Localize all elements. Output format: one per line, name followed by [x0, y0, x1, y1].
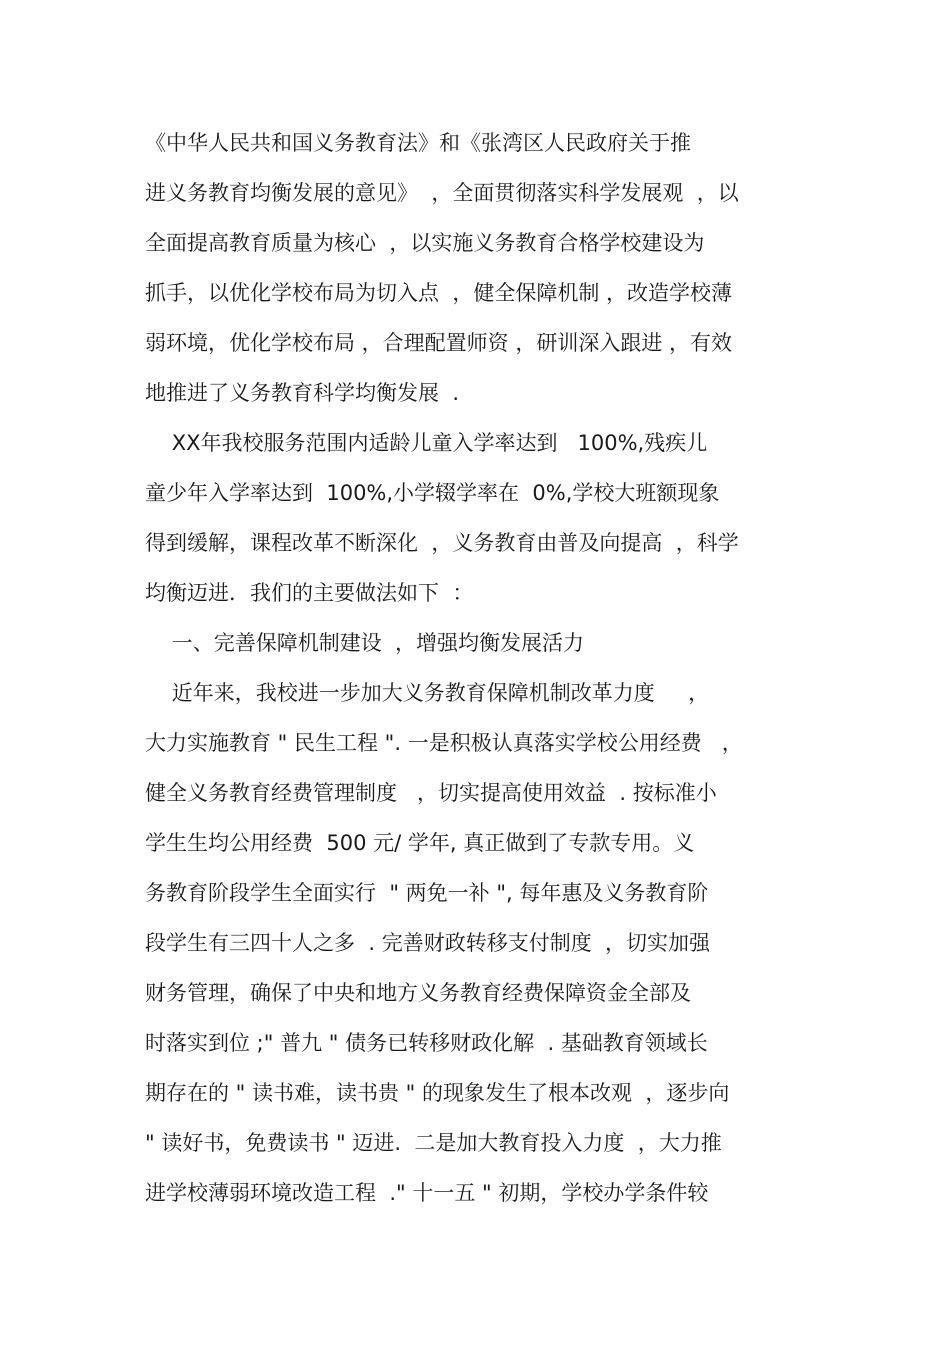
text-line: 财务管理，确保了中央和地方义务教育经费保障资金全部及 — [145, 981, 691, 1005]
text-line: 务教育阶段学生全面实行 " 两免一补 ", 每年惠及义务教育阶 — [145, 881, 709, 905]
text-line: 进义务教育均衡发展的意见》 ，全面贯彻落实科学发展观 ，以 — [145, 181, 739, 205]
text-line: 近年来，我校进一步加大义务教育保障机制改革力度 ， — [145, 681, 710, 705]
text-line: 进学校薄弱环境改造工程 ." 十一五 " 初期，学校办学条件较 — [145, 1181, 709, 1205]
text-line: 全面提高教育质量为核心 ，以实施义务教育合格学校建设为 — [145, 231, 705, 255]
text-line: 健全义务教育经费管理制度 ，切实提高使用效益 . 按标准小 — [145, 781, 717, 805]
text-line: 均衡迈进．我们的主要做法如下 ： — [145, 581, 474, 605]
text-line: 童少年入学率达到 100%,小学辍学率在 0%,学校大班额现象 — [145, 481, 720, 505]
text-line: 时落实到位 ;" 普九 " 债务已转移财政化解 . 基础教育领域长 — [145, 1031, 708, 1055]
text-line: 得到缓解，课程改革不断深化 ，义务教育由普及向提高 ，科学 — [145, 531, 739, 555]
text-line: 学生生均公用经费 500 元/ 学年, 真正做到了专款专用。义 — [145, 831, 695, 855]
text-line: XX年我校服务范围内适龄儿童入学率达到 100%,残疾儿 — [145, 431, 708, 455]
text-line: 地推进了义务教育科学均衡发展 . — [145, 381, 460, 405]
text-line: 期存在的 " 读书难，读书贵 " 的现象发生了根本改观 ，逐步向 — [145, 1081, 730, 1105]
text-line: 段学生有三四十人之多 . 完善财政转移支付制度 ，切实加强 — [145, 931, 711, 955]
text-line: 抓手，以优化学校布局为切入点 ，健全保障机制 ，改造学校薄 — [145, 281, 733, 305]
text-line: 弱环境，优化学校布局 ，合理配置师资 ，研训深入跟进 ，有效 — [145, 331, 733, 355]
text-line: 大力实施教育 " 民生工程 ". 一是积极认真落实学校公用经费 ， — [145, 731, 743, 755]
text-line: " 读好书，免费读书 " 迈进. 二是加大教育投入力度 ，大力推 — [145, 1131, 722, 1155]
section-heading: 一、完善保障机制建设 ，增强均衡发展活力 — [145, 631, 585, 655]
text-line: 《中华人民共和国义务教育法》和《张湾区人民政府关于推 — [145, 131, 691, 155]
